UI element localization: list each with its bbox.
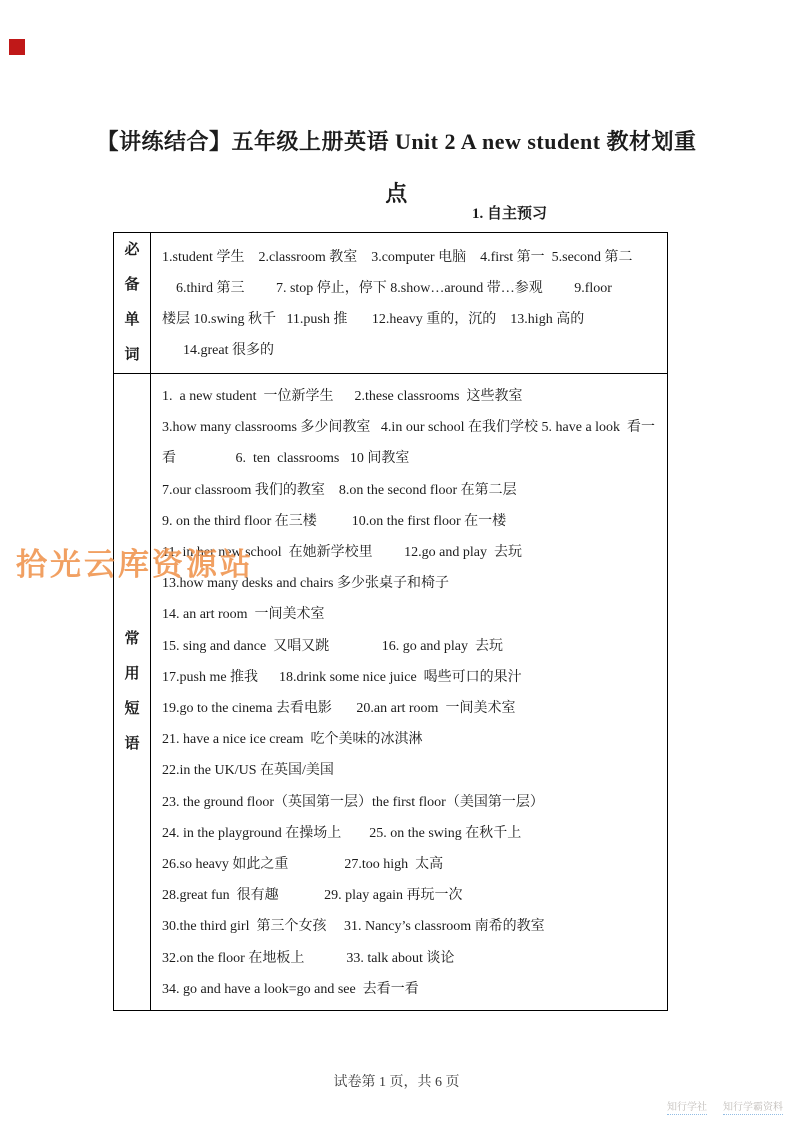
content-line: 3.how many classrooms 多少间教室 4.in our school 在我们学校 5. have a look 看一 [162,420,656,436]
red-marker-square [9,39,25,55]
content-line: 11. in her new school 在她新学校里 12.go and play 去玩 [162,545,522,561]
row-header-cell [114,374,151,1011]
content-line: 23. the ground floor（英国第一层）the first floor（美国第一层） [162,794,544,810]
content-line: 13.how many desks and chairs 多少张桌子和椅子 [162,576,449,592]
row-header-char: 词 [124,347,140,363]
vocab-phrases-table [113,232,668,1011]
required-words-row [114,233,668,374]
content-line: 22.in the UK/US 在英国/美国 [162,763,334,779]
content-line: 24. in the playground 在操场上 25. on the swing 在秋千上 [162,825,522,841]
content-line: 6.third 第三 7. stop 停止，停下 8.show…around 带…参观 9.floor [162,280,612,296]
page-footer: 试卷第 1 页，共 6 页 [333,1075,460,1090]
corner-logos [667,1098,783,1115]
content-line: 26.so heavy 如此之重 27.too high 太高 [162,857,444,873]
document-title [0,116,793,220]
content-line: 15. sing and dance 又唱又跳 16. go and play 去玩 [162,638,504,654]
content-line: 7.our classroom 我们的教室 8.on the second floor 在第二层 [162,482,517,498]
site-watermark: 拾光云库资源站 [16,547,254,583]
document-title-line2: 点 [385,181,408,206]
row-header-char: 用 [124,666,140,683]
content-line: 30.the third girl 第三个女孩 31. Nancy’s classroom 南希的教室 [162,919,545,935]
content-line: 1.student 学生 2.classroom 教室 3.computer 电脑 4.first 第一 5.second 第二 [162,249,633,265]
content-line: 21. have a nice ice cream 吃个美味的冰淇淋 [162,732,423,748]
section-heading: 1. 自主预习 [472,206,548,222]
row-header-char: 语 [124,736,140,753]
row-header-char: 备 [124,277,140,293]
row-content-cell [151,233,668,374]
row-content-cell [151,374,668,1011]
content-line: 34. go and have a look=go and see 去看一看 [162,981,419,997]
content-line: 32.on the floor 在地板上 33. talk about 谈论 [162,950,455,966]
content-line: 14.great 很多的 [162,343,274,359]
content-line: 看 6. ten classrooms 10 间教室 [162,451,410,467]
row-header-char: 单 [124,312,140,328]
content-line: 9. on the third floor 在三楼 10.on the first floor 在一楼 [162,513,507,529]
content-line: 楼层 10.swing 秋千 11.push 推 12.heavy 重的，沉的 13.high 高的 [162,312,585,327]
content-line: 19.go to the cinema 去看电影 20.an art room 一间美术室 [162,701,516,717]
content-line: 14. an art room 一间美术室 [162,607,325,623]
logo-watermark: 知行学霸资料 [723,1098,783,1115]
row-header-char: 常 [124,631,140,648]
row-header-cell [114,233,151,374]
vocab-table-body [114,233,668,1011]
content-line: 1. a new student 一位新学生 2.these classrooms 这些教室 [162,389,523,404]
content-line: 28.great fun 很有趣 29. play again 再玩一次 [162,888,463,904]
row-header-char: 必 [124,242,140,258]
common-phrases-row [114,374,668,1011]
content-line: 17.push me 推我 18.drink some nice juice 喝些可口的果汁 [162,669,522,685]
row-header-char: 短 [124,701,140,718]
logo-watermark: 知行学社 [667,1098,707,1115]
document-title-line1: 【讲练结合】五年级上册英语 Unit 2 A new student 教材划重 [96,129,697,154]
